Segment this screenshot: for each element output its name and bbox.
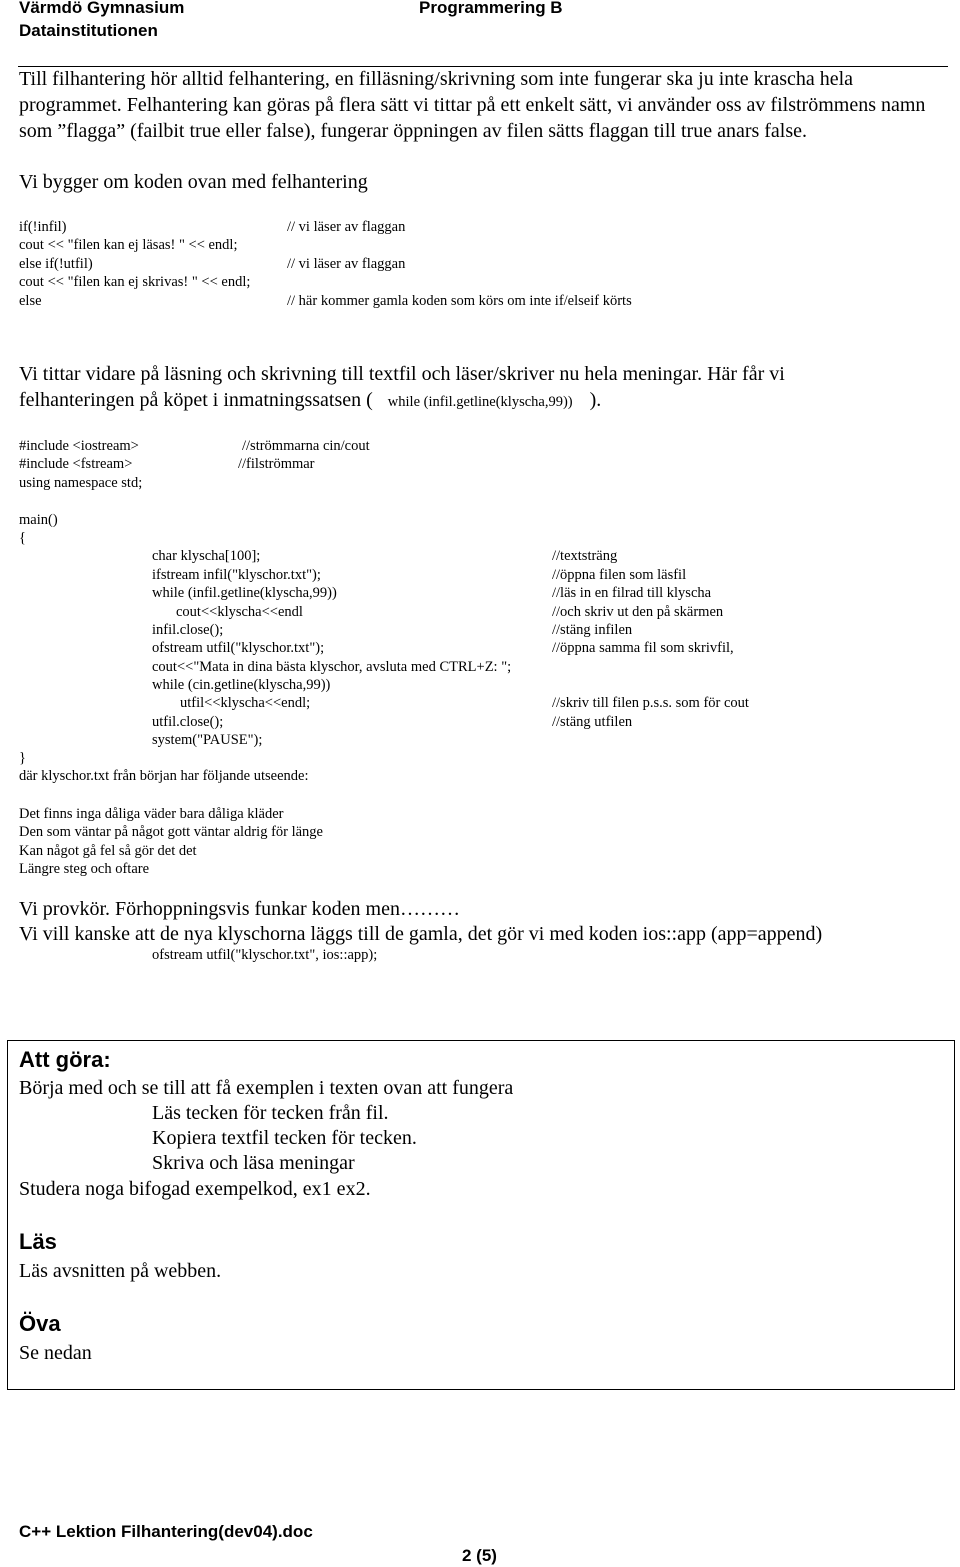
read-heading: Läs xyxy=(19,1229,57,1254)
reading-line-2-text: felhanteringen på köpet i inmatningssatsen ( xyxy=(19,389,373,411)
open-brace: { xyxy=(19,530,26,546)
code-line: ofstream utfil("klyschor.txt"); xyxy=(152,640,325,656)
intro-paragraph: Till filhantering hör alltid felhantering, en filläsning/skrivning som inte fungerar ska ju inte krascha hela programmet. Felhantering kan göras på flera sätt vi tittar på ett enkelt sätt, vi använder oss av filströmmens namn som ”flagga” (failbit true eller false), fungerar öppningen av filen sätts flaggan till true anars false. xyxy=(19,68,926,142)
read-text: Läs avsnitten på webben. xyxy=(19,1260,222,1282)
practice-text: Se nedan xyxy=(19,1342,92,1364)
reading-line-1: Vi tittar vidare på läsning och skrivning till textfil och läser/skriver nu hela meningar. Här får vi xyxy=(19,363,785,385)
inline-code: while (infil.getline(klyscha,99)) xyxy=(387,394,573,410)
code-comment: // vi läser av flaggan xyxy=(287,256,406,272)
todo-study: Studera noga bifogad exempelkod, ex1 ex2. xyxy=(19,1178,371,1200)
code-comment: //och skriv ut den på skärmen xyxy=(552,604,724,620)
file-line: Längre steg och oftare xyxy=(19,861,150,877)
code-comment: // vi läser av flaggan xyxy=(287,219,406,235)
code-comment: //öppna filen som läsfil xyxy=(552,567,687,583)
code-comment: //textsträng xyxy=(552,548,618,564)
page-number: 2 (5) xyxy=(462,1546,497,1565)
file-line: Det finns inga dåliga väder bara dåliga kläder xyxy=(19,806,284,822)
code-line: utfil.close(); xyxy=(152,714,224,730)
code-line: infil.close(); xyxy=(152,622,224,638)
todo-item: Kopiera textfil tecken för tecken. xyxy=(152,1127,417,1149)
reading-line-2-end: ). xyxy=(589,389,602,411)
code-comment: //stäng utfilen xyxy=(552,714,633,730)
append-code: ofstream utfil("klyschor.txt", ios::app); xyxy=(152,947,378,963)
close-brace: } xyxy=(19,750,26,766)
code-line: using namespace std; xyxy=(19,475,143,491)
code-comment: //läs in en filrad till klyscha xyxy=(552,585,712,601)
todo-heading: Att göra: xyxy=(19,1047,111,1072)
code-line: while (infil.getline(klyscha,99)) xyxy=(152,585,337,601)
file-line: Den som väntar på något gott väntar aldrig för länge xyxy=(19,824,323,840)
code-comment: // här kommer gamla koden som körs om inte if/elseif körts xyxy=(287,293,632,309)
todo-intro: Börja med och se till att få exemplen i texten ovan att fungera xyxy=(19,1077,514,1099)
code-line: char klyscha[100]; xyxy=(152,548,261,564)
code-line: ifstream infil("klyschor.txt"); xyxy=(152,567,321,583)
main-signature: main() xyxy=(19,512,58,528)
file-line: Kan något gå fel så gör det det xyxy=(19,843,197,859)
code-line: while (cin.getline(klyscha,99)) xyxy=(152,677,331,693)
todo-item: Läs tecken för tecken från fil. xyxy=(152,1102,389,1124)
code-line: system("PAUSE"); xyxy=(152,732,263,748)
code-line: cout<<"Mata in dina bästa klyschor, avsluta med CTRL+Z: "; xyxy=(152,659,512,675)
code-line: if(!infil) xyxy=(19,219,67,235)
code-line: #include <fstream> xyxy=(19,456,133,472)
department-name: Datainstitutionen xyxy=(19,21,158,40)
code-line: cout << "filen kan ej läsas! " << endl; xyxy=(19,237,238,253)
practice-heading: Öva xyxy=(19,1311,61,1336)
code-line: cout << "filen kan ej skrivas! " << endl; xyxy=(19,274,251,290)
code-comment: //strömmarna cin/cout xyxy=(242,438,370,454)
school-name: Värmdö Gymnasium xyxy=(19,0,185,17)
code-comment: //öppna samma fil som skrivfil, xyxy=(552,640,734,656)
file-intro: där klyschor.txt från början har följande utseende: xyxy=(19,768,309,784)
footer-filename: C++ Lektion Filhantering(dev04).doc xyxy=(19,1522,313,1541)
tryrun-line-1: Vi provkör. Förhoppningsvis funkar koden men……… xyxy=(19,898,460,920)
reading-line-2 xyxy=(19,387,601,413)
code-line: utfil<<klyscha<<endl; xyxy=(180,695,311,711)
code-comment: //filströmmar xyxy=(238,456,315,472)
course-name: Programmering B xyxy=(419,0,563,17)
code-line: cout<<klyscha<<endl xyxy=(176,604,303,620)
code-line: else if(!utfil) xyxy=(19,256,93,272)
rebuild-heading: Vi bygger om koden ovan med felhantering xyxy=(19,171,368,193)
code-comment: //stäng infilen xyxy=(552,622,633,638)
code-comment: //skriv till filen p.s.s. som för cout xyxy=(552,695,749,711)
todo-item: Skriva och läsa meningar xyxy=(152,1152,355,1174)
code-line: #include <iostream> xyxy=(19,438,139,454)
code-line: else xyxy=(19,293,42,309)
tryrun-line-2: Vi vill kanske att de nya klyschorna läggs till de gamla, det gör vi med koden ios::app (app=append) xyxy=(19,923,823,945)
